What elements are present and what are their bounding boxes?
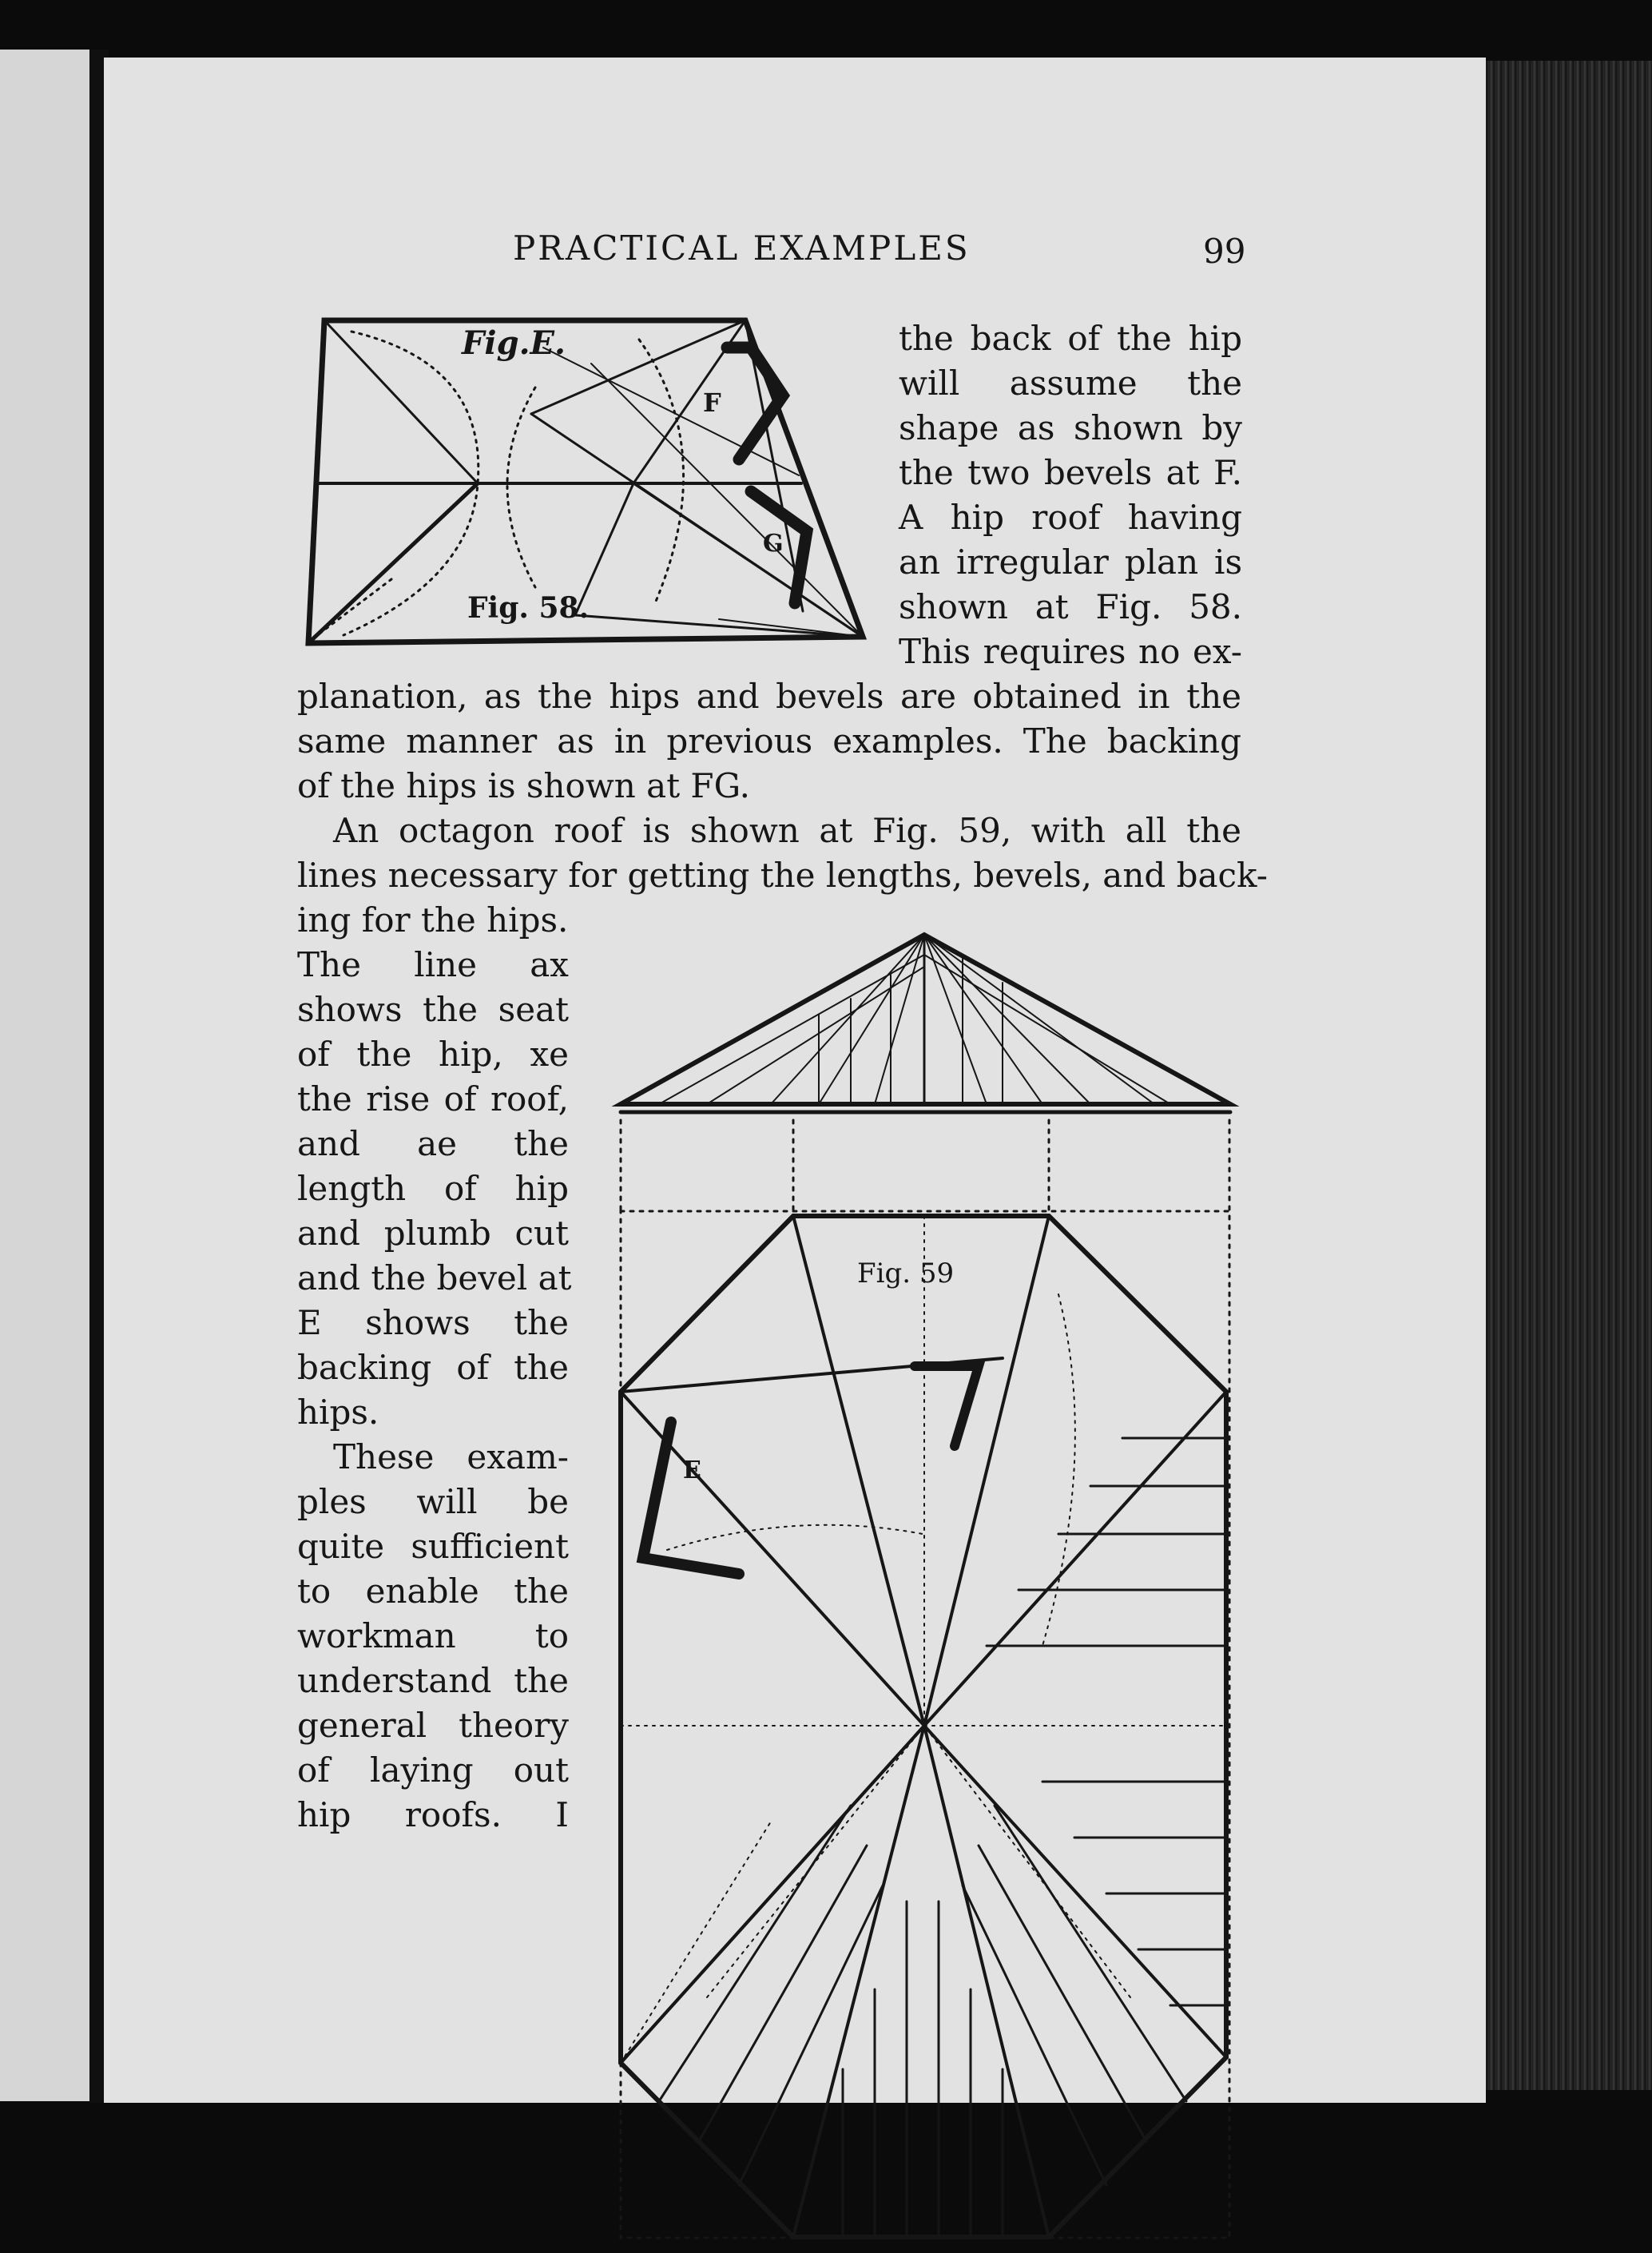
text-line: E shows the [297, 1303, 569, 1342]
paragraph-fig58 [297, 674, 1241, 809]
text-line: shape as shown by [899, 408, 1242, 447]
text-line: planation, as the hips and bevels are obtained in the [297, 677, 1241, 716]
right-column-text [899, 316, 1242, 674]
text-line: These exam- [333, 1437, 569, 1476]
text-line: This requires no ex- [899, 632, 1242, 671]
text-line: hips. [297, 1393, 379, 1432]
text-line: ing for the hips. [297, 900, 569, 940]
text-line: An octagon roof is shown at Fig. 59, with all the [333, 811, 1241, 850]
text-line: of the hips is shown at FG. [297, 766, 750, 805]
text-line: understand the [297, 1661, 569, 1700]
text-line: The line ax [297, 945, 569, 984]
text-line: backing of the [297, 1348, 569, 1387]
text-line: of laying out [297, 1750, 569, 1790]
page-edges [1482, 61, 1652, 2090]
text-line: and ae the [297, 1124, 569, 1163]
text-line: of the hip, xe [297, 1035, 569, 1074]
text-line: and the bevel at [297, 1258, 572, 1297]
figure-58-label-g: G [763, 530, 784, 558]
text-line: the rise of roof, [297, 1079, 569, 1119]
text-line: length of hip [297, 1169, 569, 1208]
text-line: quite sufficient [297, 1527, 569, 1566]
paragraph-octagon [297, 809, 1268, 943]
text-line: the back of the hip [899, 319, 1242, 358]
figure-58-label-f: F [703, 387, 721, 418]
text-line: hip roofs. I [297, 1795, 569, 1834]
text-line: to enable the [297, 1572, 569, 1611]
text-line: same manner as in previous examples. The backing [297, 721, 1241, 761]
page-number: 99 [1203, 232, 1246, 271]
text-line: shows the seat [297, 990, 569, 1029]
text-line: ples will be [297, 1482, 569, 1521]
figure-58-diagram [304, 316, 867, 651]
text-line: lines necessary for getting the lengths, bevels, and back- [297, 856, 1268, 895]
text-line: workman to [297, 1616, 569, 1655]
figure-58-top-label: Fig.E. [462, 324, 566, 362]
figure-58-caption: Fig. 58. [467, 591, 590, 625]
running-header: PRACTICAL EXAMPLES [513, 228, 971, 268]
text-line: and plumb cut [297, 1214, 569, 1253]
text-line: the two bevels at F. [899, 453, 1242, 492]
figure-59-caption: Fig. 59 [857, 1258, 955, 1289]
text-line: A hip roof having [899, 498, 1242, 537]
figure-59-label-e: E [683, 1456, 701, 1484]
left-column-text [297, 943, 572, 1838]
text-line: an irregular plan is [899, 542, 1242, 582]
text-line: shown at Fig. 58. [899, 587, 1242, 626]
figure-59-diagram [611, 927, 1242, 2253]
left-page-edge [0, 50, 89, 2101]
text-line: will assume the [899, 364, 1242, 403]
text-line: general theory [297, 1706, 569, 1745]
